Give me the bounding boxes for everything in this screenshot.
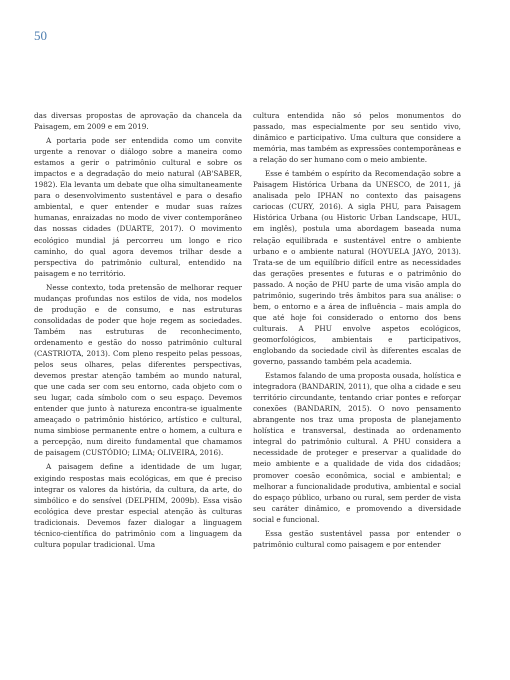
paragraph: cultura entendida não só pelos monumentos do passado, mas especialmente por seu sentido vivo, dinâmico e participativo. Uma cultura que considere a memória, mas também as expressões contemporâneas e a relação do ser humano com o meio ambiente. — [253, 111, 461, 165]
right-column — [253, 110, 461, 553]
paragraph: A paisagem define a identidade de um lugar, exigindo respostas mais ecológicas, em que é preciso integrar os valores da história, da cultura, da arte, do simbólico e do sensível (DELPHIM, 2009b). Essa visão ecológica deve prestar especial atenção às culturas tradicionais. Devemos fazer dialogar a linguagem técnico-científica do patrimônio com a linguagem da cultura popular tradicional. Uma — [34, 462, 242, 549]
paragraph: A portaria pode ser entendida como um convite urgente a renovar o diálogo sobre a maneira como estamos a gerir o patrimônio cultural e sobre os impactos e a degradação do meio natural (AB'SABER, 1982). Ela levanta um debate que olha simultaneamente para o desenvolvimento sustentável e para o desafio ambiental, e quer entender e mudar suas raízes humanas, enraizadas no modo de viver contemporâneo das nossas cidades (DUARTE, 2017). O movimento ecológico mundial já percorreu um longo e rico caminho, do qual agora devemos trilhar desde a perspectiva do patrimônio cultural, entendido na paisagem e no território. — [34, 136, 242, 278]
paragraph: Nesse contexto, toda pretensão de melhorar requer mudanças profundas nos estilos de vida, nos modelos de produção e de consumo, e nas estruturas consolidadas de poder que hoje regem as sociedades. Também nas estruturas de reconhecimento, ordenamento e gestão do nosso patrimônio cultural (CASTRIOTA, 2013). Com pleno respeito pelas pessoas, pelos seus olhares, pelas diferentes perspectivas, devemos prestar atenção também ao mundo natural, que une cada ser com seu entorno, cada objeto com o seu lugar, cada símbolo com o seu espaço. Devemos entender que junto à natureza encontra-se igualmente ameaçado o patrimônio histórico, artístico e cultural, numa simbiose permanente entre o homem, a cultura e a percepção, num direito fundamental que chamamos de paisagem (CUSTÓDIO; LIMA; OLIVEIRA, 2016). — [34, 282, 242, 458]
paragraph: Esse é também o espírito da Recomendação sobre a Paisagem Histórica Urbana da UNESCO, de 2011, já analisada pelo IPHAN no contexto das paisagens cariocas (CURY, 2016). A sigla PHU, para Paisagem Histórica Urbana (ou Historic Urban Landscape, HUL, em inglês), postula uma abordagem baseada numa relação equilibrada e sustentável entre o ambiente urbano e o ambiente natural (HOYUELA JAYO, 2013). Trata-se de um equilíbrio difícil entre as necessidades das gerações presentes e futuras e o patrimônio do passado. A noção de PHU parte de uma visão ampla do patrimônio, sugerindo três âmbitos para sua análise: o bem, o entorno e a área de influência – mais ampla do que até hoje foi considerado o entorno dos bens culturais. A PHU envolve aspetos ecológicos, geomorfológicos, ambientais e participativos, englobando da sociedade civil às diferentes escalas de governo, passando também pela academia. — [253, 169, 461, 367]
paragraph: Essa gestão sustentável passa por entender o patrimônio cultural como paisagem e por entender — [253, 528, 461, 549]
paragraph: das diversas propostas de aprovação da chancela da Paisagem, em 2009 e em 2019. — [34, 111, 242, 132]
page-number: 50 — [34, 28, 47, 43]
left-column — [34, 110, 242, 553]
paragraph: Estamos falando de uma proposta ousada, holística e integradora (BANDARIN, 2011), que olha a cidade e seu território circundante, tentando criar pontes e reforçar conexões (BANDARIN, 2015). O novo pensamento abrangente nos traz uma proposta de planejamento holística e transversal, destinada ao ordenamento integral do patrimônio cultural. A PHU considera a necessidade de proteger e preservar a qualidade do meio ambiente e a qualidade de vida dos cidadãos; promover coesão econômica, social e ambiental; e melhorar a funcionalidade produtiva, ambiental e social do espaço público, urbano ou rural, sem perder de vista seu caráter dinâmico, e promovendo a diversidade social e funcional. — [253, 371, 461, 524]
